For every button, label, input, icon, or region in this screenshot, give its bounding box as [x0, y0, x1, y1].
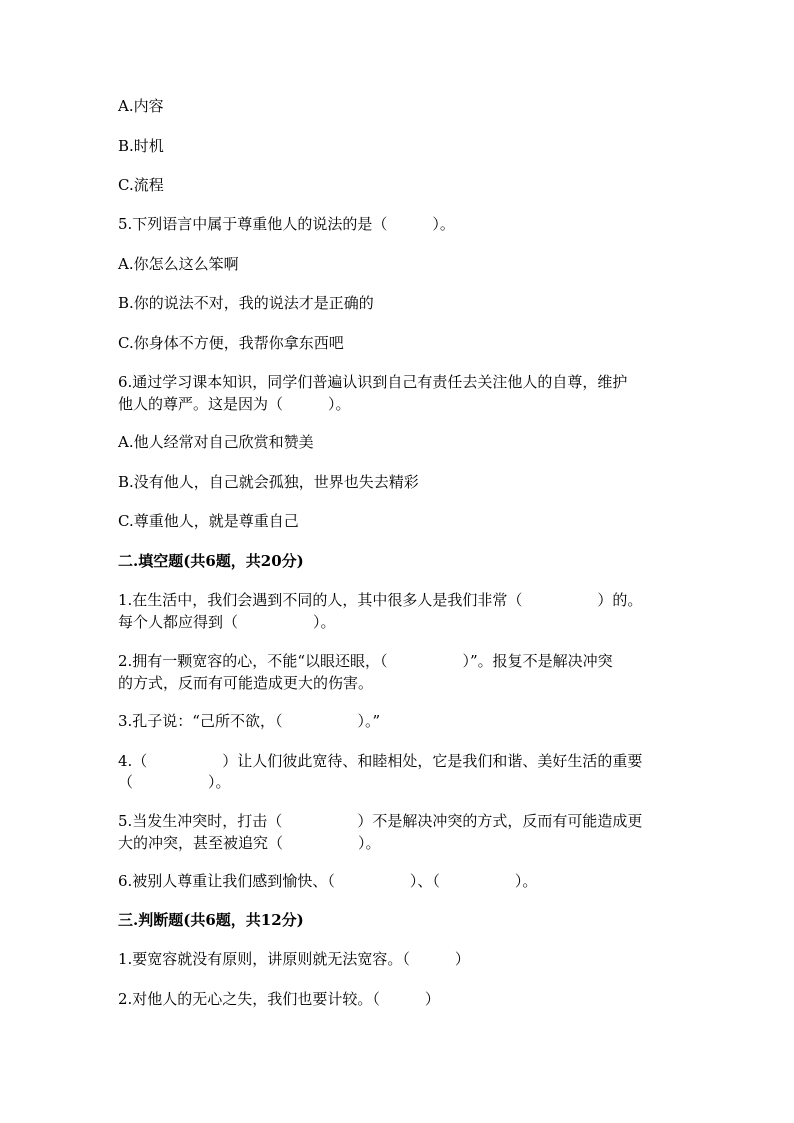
- q6-option-b: B.没有他人，自己就会孤独，世界也失去精彩: [118, 473, 419, 491]
- s3-item1: 1.要宽容就没有原则，讲原则就无法宽容。（ ）: [118, 950, 470, 968]
- q6-option-a: A.他人经常对自己欣赏和赞美: [118, 433, 314, 451]
- q4-option-b: B.时机: [118, 137, 164, 155]
- s2-item5-line1: 5.当发生冲突时，打击（ ）不是解决冲突的方式，反而有可能造成更: [118, 812, 643, 830]
- s3-item2: 2.对他人的无心之失，我们也要计较。（ ）: [118, 990, 440, 1008]
- s2-item1-line2: 每个人都应得到（ ）。: [118, 613, 336, 631]
- s2-item5-line2: 大的冲突，甚至被追究（ ）。: [118, 834, 381, 852]
- q4-option-c: C.流程: [118, 176, 164, 194]
- q6-option-c: C.尊重他人，就是尊重自己: [118, 512, 299, 530]
- q4-option-a: A.内容: [118, 97, 164, 115]
- q5-option-a: A.你怎么这么笨啊: [118, 255, 239, 273]
- section3-heading: 三.判断题(共6题，共12分): [118, 911, 304, 929]
- q6-stem-line2: 他人的尊严。这是因为（ ）。: [118, 395, 351, 413]
- s2-item3-line1: 3.孔子说：“己所不欲，（ ）。”: [118, 712, 381, 730]
- s2-item6-line1: 6.被别人尊重让我们感到愉快、（ ）、（ ）。: [118, 872, 538, 890]
- s2-item2-line2: 的方式，反而有可能造成更大的伤害。: [118, 674, 374, 692]
- q5-option-b: B.你的说法不对，我的说法才是正确的: [118, 294, 374, 312]
- q5-stem: 5.下列语言中属于尊重他人的说法的是（ ）。: [118, 215, 455, 233]
- s2-item4-line2: （ ）。: [118, 773, 231, 791]
- s2-item1-line1: 1.在生活中，我们会遇到不同的人，其中很多人是我们非常（ ）的。: [118, 591, 643, 609]
- s2-item4-line1: 4.（ ）让人们彼此宽待、和睦相处，它是我们和谐、美好生活的重要: [118, 752, 643, 770]
- q6-stem-line1: 6.通过学习课本知识，同学们普遍认识到自己有责任去关注他人的自尊，维护: [118, 373, 628, 391]
- section2-heading: 二.填空题(共6题，共20分): [118, 552, 304, 570]
- q5-option-c: C.你身体不方便，我帮你拿东西吧: [118, 334, 344, 352]
- s2-item2-line1: 2.拥有一颗宽容的心，不能“以眼还眼，（ ）”。报复不是解决冲突: [118, 652, 613, 670]
